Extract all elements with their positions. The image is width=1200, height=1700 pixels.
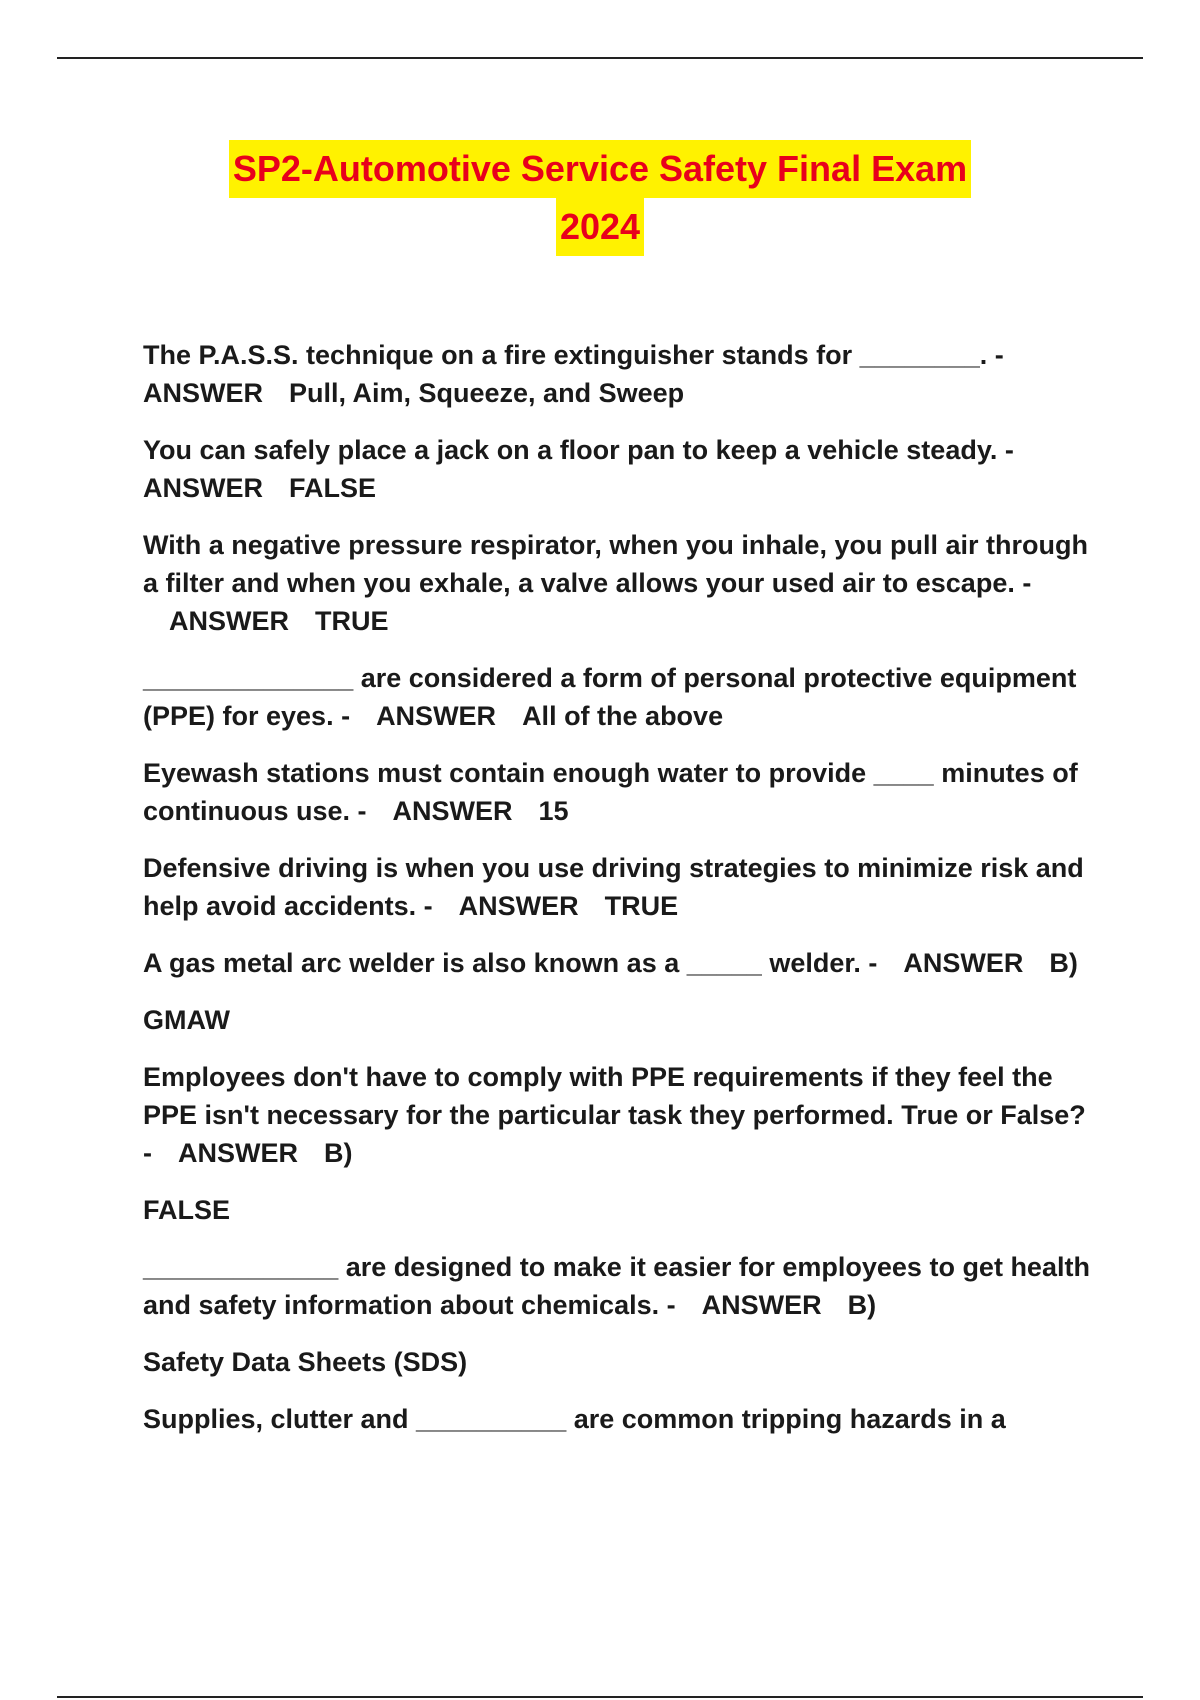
answer-label: ANSWER xyxy=(143,473,263,503)
question-list xyxy=(143,336,1093,1457)
question-text: _____________ are designed to make it easier for employees to get health and safety information about chemicals. - xyxy=(143,1252,1090,1320)
bottom-rule xyxy=(57,1696,1143,1698)
answer-text: TRUE xyxy=(604,891,679,921)
answer-text: B) xyxy=(847,1290,877,1320)
answer-text: 15 xyxy=(538,796,569,826)
answer-text: Pull, Aim, Squeeze, and Sweep xyxy=(289,378,685,408)
qa-item xyxy=(143,754,1093,830)
qa-item xyxy=(143,1058,1093,1172)
question-text: The P.A.S.S. technique on a fire extinguisher stands for ________. - xyxy=(143,340,1004,370)
answer-text: B) xyxy=(1049,948,1078,978)
answer-text: FALSE xyxy=(143,1195,231,1225)
answer-continuation xyxy=(143,1343,1093,1381)
answer-text: FALSE xyxy=(289,473,377,503)
answer-label: ANSWER xyxy=(376,701,497,731)
qa-item xyxy=(143,944,1093,982)
qa-item xyxy=(143,1400,1093,1438)
answer-label: ANSWER xyxy=(178,1138,298,1168)
title-line-1: SP2-Automotive Service Safety Final Exam xyxy=(229,140,971,198)
answer-label: ANSWER xyxy=(143,378,263,408)
answer-text: B) xyxy=(324,1138,353,1168)
answer-label: ANSWER xyxy=(701,1290,822,1320)
qa-item xyxy=(143,526,1093,640)
answer-continuation xyxy=(143,1001,1093,1039)
question-text: Eyewash stations must contain enough water to provide ____ minutes of continuous use. - xyxy=(143,758,1078,826)
qa-item xyxy=(143,1248,1093,1324)
question-text: ______________ are considered a form of personal protective equipment (PPE) for eyes. - xyxy=(143,663,1077,731)
answer-label: ANSWER xyxy=(458,891,579,921)
answer-label: ANSWER xyxy=(903,948,1024,978)
answer-text: GMAW xyxy=(143,1005,230,1035)
qa-item xyxy=(143,431,1093,507)
question-text: Supplies, clutter and __________ are common tripping hazards in a xyxy=(143,1404,1006,1434)
question-text: You can safely place a jack on a floor pan to keep a vehicle steady. - xyxy=(143,435,1014,465)
question-text: With a negative pressure respirator, when you inhale, you pull air through a filter and when you exhale, a valve allows your used air to escape. - xyxy=(143,530,1088,598)
title-line-2: 2024 xyxy=(556,198,644,256)
document-title xyxy=(0,140,1200,256)
answer-label: ANSWER xyxy=(169,606,289,636)
answer-label: ANSWER xyxy=(392,796,513,826)
question-text: Employees don't have to comply with PPE requirements if they feel the PPE isn't necessary for the particular task they performed. True or False? - xyxy=(143,1062,1086,1168)
answer-text: All of the above xyxy=(522,701,724,731)
top-rule xyxy=(57,57,1143,59)
question-text: Defensive driving is when you use driving strategies to minimize risk and help avoid accidents. - xyxy=(143,853,1084,921)
qa-item xyxy=(143,336,1093,412)
answer-text: Safety Data Sheets (SDS) xyxy=(143,1347,468,1377)
answer-text: TRUE xyxy=(315,606,389,636)
question-text: A gas metal arc welder is also known as a _____ welder. - xyxy=(143,948,878,978)
qa-item xyxy=(143,849,1093,925)
answer-continuation xyxy=(143,1191,1093,1229)
qa-item xyxy=(143,659,1093,735)
